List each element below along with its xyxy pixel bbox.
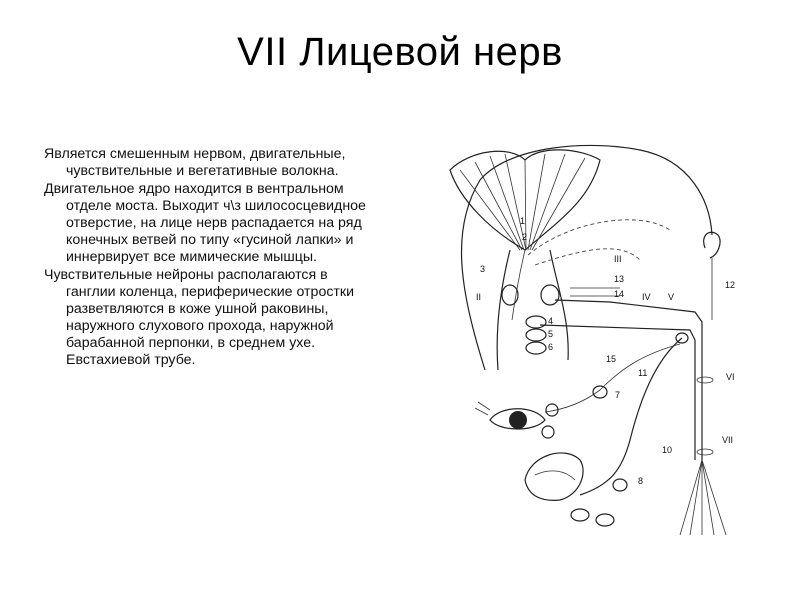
dashed-pathway-upper [528,220,670,255]
gland-lower [542,426,554,438]
label-IV: IV [642,292,651,302]
chorda-tympani [580,338,682,495]
label-15: 15 [606,354,617,364]
head-outline [461,145,712,370]
body-text [44,146,374,370]
slide-title: VII Лицевой нерв [237,30,563,74]
submandibular-ganglion [613,479,627,491]
nucleus-4 [526,316,546,328]
label-8: 8 [638,476,644,486]
pterygopalatine-ganglion [593,386,607,398]
label-10: 10 [662,445,673,455]
label-4: 4 [548,316,554,326]
label-13: 13 [614,274,625,284]
label-V: V [668,292,675,302]
motor-nucleus [541,285,559,305]
label-III: III [614,254,622,264]
label-6: 6 [548,342,554,352]
nucleus-6 [526,342,546,354]
ear-icon [704,232,720,258]
label-VI: VI [726,372,735,382]
paragraph-composition: Является смешенным нервом, двигательные, чувствительные и вегетативные волокна. [44,146,346,179]
label-7: 7 [615,390,621,400]
nucleus-left [502,285,518,305]
label-VII: VII [722,435,734,445]
label-2: 2 [522,232,528,242]
facial-nerve-diagram [440,140,770,540]
brainstem [497,250,568,370]
paragraph-sensory-neurons: Чувствительные нейроны располагаются в ганглии коленца, периферические отростки разветвляются в коже ушной раковины, наружного слухового прохода, наружной барабанной перпонки, в среднем ухе. Евстахиевой трубе. [44,267,355,368]
label-3: 3 [480,264,486,274]
tongue-icon [525,453,583,500]
label-II: II [476,292,482,302]
nerve-diagram-svg [440,140,770,540]
label-14: 14 [614,289,625,299]
nucleus-5 [526,329,546,341]
paragraph-motor-nucleus: Двигательное ядро находится в вентральном отделе моста. Выходит ч\з шилососцевидное отверстие, на лице нерв распадается на ряд конечных ветвей по типу «гусиной лапки» и иннервирует все мимические мышцы. [44,181,366,265]
submandibular-gland [571,509,589,521]
sublingual-gland [596,514,614,526]
label-1: 1 [520,216,526,226]
facial-nerve-trunk [555,300,702,460]
label-5: 5 [548,329,554,339]
label-11: 11 [638,368,648,378]
pes-anserinus-branches [680,460,726,535]
label-12: 12 [725,280,736,290]
